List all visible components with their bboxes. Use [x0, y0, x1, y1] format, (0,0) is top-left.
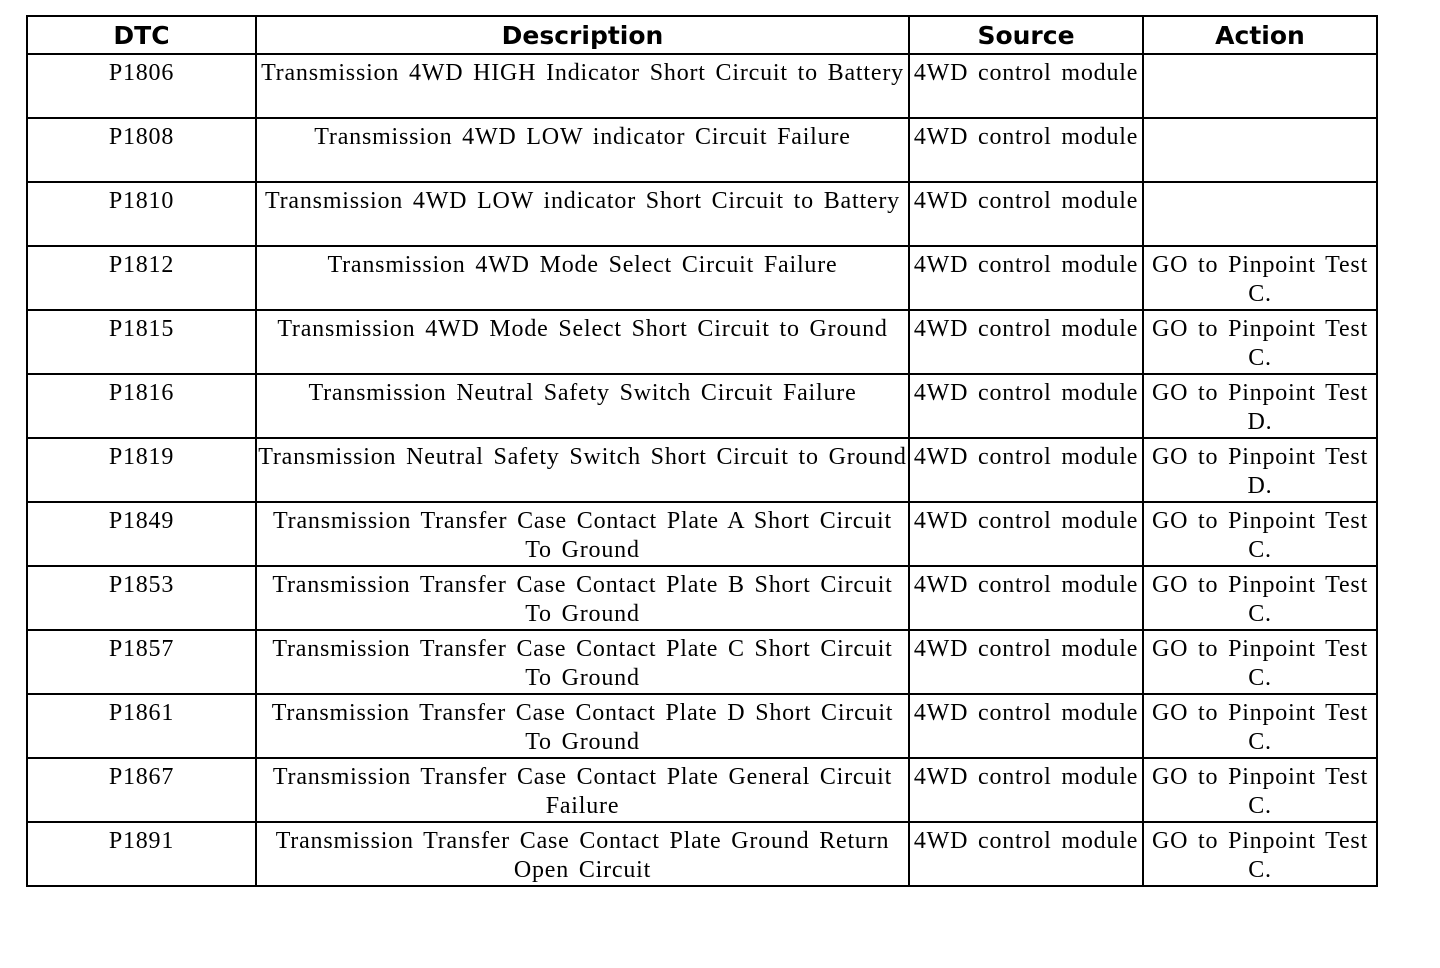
cell-source: [909, 438, 1143, 502]
cell-source-text: 4WD control module: [913, 188, 1139, 214]
cell-dtc-text: P1853: [108, 572, 175, 598]
cell-action: [1143, 118, 1377, 182]
cell-dtc: [27, 374, 256, 438]
cell-action-text: GO to Pinpoint Test C.: [1151, 764, 1369, 819]
cell-source-text: 4WD control module: [913, 764, 1139, 790]
cell-action: [1143, 822, 1377, 886]
cell-action: [1143, 54, 1377, 118]
cell-dtc: [27, 182, 256, 246]
cell-dtc-text: P1849: [108, 508, 175, 534]
cell-description: [256, 694, 909, 758]
cell-source: [909, 374, 1143, 438]
cell-description: [256, 438, 909, 502]
cell-action-text: GO to Pinpoint Test C.: [1151, 636, 1369, 691]
cell-description-text: Transmission 4WD Mode Select Circuit Failure: [327, 252, 838, 278]
cell-description: [256, 182, 909, 246]
cell-source: [909, 182, 1143, 246]
cell-description-text: Transmission Transfer Case Contact Plate General Circuit Failure: [272, 764, 893, 819]
table-row: [27, 694, 1377, 758]
cell-action-text: GO to Pinpoint Test C.: [1151, 316, 1369, 371]
cell-description-text: Transmission Transfer Case Contact Plate D Short Circuit To Ground: [271, 700, 894, 755]
cell-dtc-text: P1819: [108, 444, 175, 470]
table-body: [27, 54, 1377, 886]
cell-action: [1143, 310, 1377, 374]
cell-dtc-text: P1815: [108, 316, 175, 342]
cell-source-text: 4WD control module: [913, 572, 1139, 598]
cell-description: [256, 630, 909, 694]
cell-description: [256, 374, 909, 438]
cell-description: [256, 54, 909, 118]
cell-action: [1143, 438, 1377, 502]
cell-dtc: [27, 630, 256, 694]
cell-source: [909, 822, 1143, 886]
cell-source-text: 4WD control module: [913, 508, 1139, 534]
table-row: [27, 438, 1377, 502]
cell-source-text: 4WD control module: [913, 124, 1139, 150]
cell-action-text: GO to Pinpoint Test C.: [1151, 252, 1369, 307]
table-header: [27, 16, 1377, 54]
table-row: [27, 118, 1377, 182]
cell-source-text: 4WD control module: [913, 700, 1139, 726]
cell-source: [909, 246, 1143, 310]
header-dtc: DTC: [27, 16, 256, 54]
cell-action: [1143, 182, 1377, 246]
dtc-table: [26, 15, 1378, 887]
table-row: [27, 758, 1377, 822]
cell-action-text: GO to Pinpoint Test C.: [1151, 700, 1369, 755]
cell-action: [1143, 566, 1377, 630]
cell-description: [256, 246, 909, 310]
cell-action-text: GO to Pinpoint Test C.: [1151, 828, 1369, 883]
cell-action: [1143, 694, 1377, 758]
cell-dtc-text: P1812: [108, 252, 175, 278]
cell-source: [909, 630, 1143, 694]
cell-source-text: 4WD control module: [913, 444, 1139, 470]
cell-action: [1143, 758, 1377, 822]
cell-action: [1143, 374, 1377, 438]
cell-dtc-text: P1861: [108, 700, 175, 726]
cell-description: [256, 118, 909, 182]
table-row: [27, 54, 1377, 118]
cell-dtc: [27, 118, 256, 182]
cell-description-text: Transmission Transfer Case Contact Plate C Short Circuit To Ground: [272, 636, 893, 691]
cell-description-text: Transmission Transfer Case Contact Plate Ground Return Open Circuit: [275, 828, 890, 883]
cell-dtc-text: P1806: [108, 60, 175, 86]
table-row: [27, 182, 1377, 246]
cell-source: [909, 54, 1143, 118]
cell-action-text: GO to Pinpoint Test D.: [1151, 380, 1369, 435]
cell-source: [909, 694, 1143, 758]
cell-description: [256, 502, 909, 566]
cell-description-text: Transmission Transfer Case Contact Plate A Short Circuit To Ground: [273, 508, 892, 563]
cell-dtc: [27, 246, 256, 310]
header-source: Source: [909, 16, 1143, 54]
cell-source: [909, 118, 1143, 182]
table-row: [27, 374, 1377, 438]
cell-dtc-text: P1810: [108, 188, 175, 214]
cell-action-text: GO to Pinpoint Test C.: [1151, 572, 1369, 627]
cell-source-text: 4WD control module: [913, 636, 1139, 662]
cell-action: [1143, 246, 1377, 310]
cell-description: [256, 566, 909, 630]
table-row: [27, 246, 1377, 310]
cell-source-text: 4WD control module: [913, 252, 1139, 278]
cell-dtc: [27, 310, 256, 374]
cell-action-text: GO to Pinpoint Test D.: [1151, 444, 1369, 499]
cell-dtc: [27, 694, 256, 758]
cell-source-text: 4WD control module: [913, 828, 1139, 854]
table-row: [27, 566, 1377, 630]
cell-action-text: GO to Pinpoint Test C.: [1151, 508, 1369, 563]
cell-source: [909, 758, 1143, 822]
cell-description-text: Transmission 4WD LOW indicator Short Circuit to Battery: [265, 188, 900, 214]
cell-dtc: [27, 566, 256, 630]
table-row: [27, 822, 1377, 886]
header-action: Action: [1143, 16, 1377, 54]
cell-dtc: [27, 758, 256, 822]
cell-description-text: Transmission Transfer Case Contact Plate B Short Circuit To Ground: [272, 572, 893, 627]
cell-source: [909, 502, 1143, 566]
cell-action: [1143, 502, 1377, 566]
cell-dtc: [27, 54, 256, 118]
cell-description-text: Transmission 4WD HIGH Indicator Short Circuit to Battery: [261, 60, 904, 86]
cell-source: [909, 566, 1143, 630]
cell-dtc-text: P1816: [108, 380, 175, 406]
cell-dtc-text: P1867: [108, 764, 175, 790]
cell-description-text: Transmission Neutral Safety Switch Short Circuit to Ground: [258, 444, 907, 470]
cell-dtc-text: P1808: [108, 124, 175, 150]
table-row: [27, 502, 1377, 566]
cell-dtc-text: P1891: [108, 828, 175, 854]
cell-description-text: Transmission 4WD LOW indicator Circuit Failure: [314, 124, 851, 150]
cell-dtc: [27, 502, 256, 566]
cell-source-text: 4WD control module: [913, 316, 1139, 342]
cell-description-text: Transmission 4WD Mode Select Short Circuit to Ground: [277, 316, 888, 342]
cell-dtc-text: P1857: [108, 636, 175, 662]
cell-source-text: 4WD control module: [913, 380, 1139, 406]
cell-description: [256, 310, 909, 374]
cell-description: [256, 758, 909, 822]
table-row: [27, 310, 1377, 374]
header-row: [27, 16, 1377, 54]
cell-dtc: [27, 822, 256, 886]
table-row: [27, 630, 1377, 694]
cell-description-text: Transmission Neutral Safety Switch Circuit Failure: [308, 380, 857, 406]
cell-dtc: [27, 438, 256, 502]
cell-source-text: 4WD control module: [913, 60, 1139, 86]
cell-source: [909, 310, 1143, 374]
cell-description: [256, 822, 909, 886]
cell-action: [1143, 630, 1377, 694]
header-description: Description: [256, 16, 909, 54]
